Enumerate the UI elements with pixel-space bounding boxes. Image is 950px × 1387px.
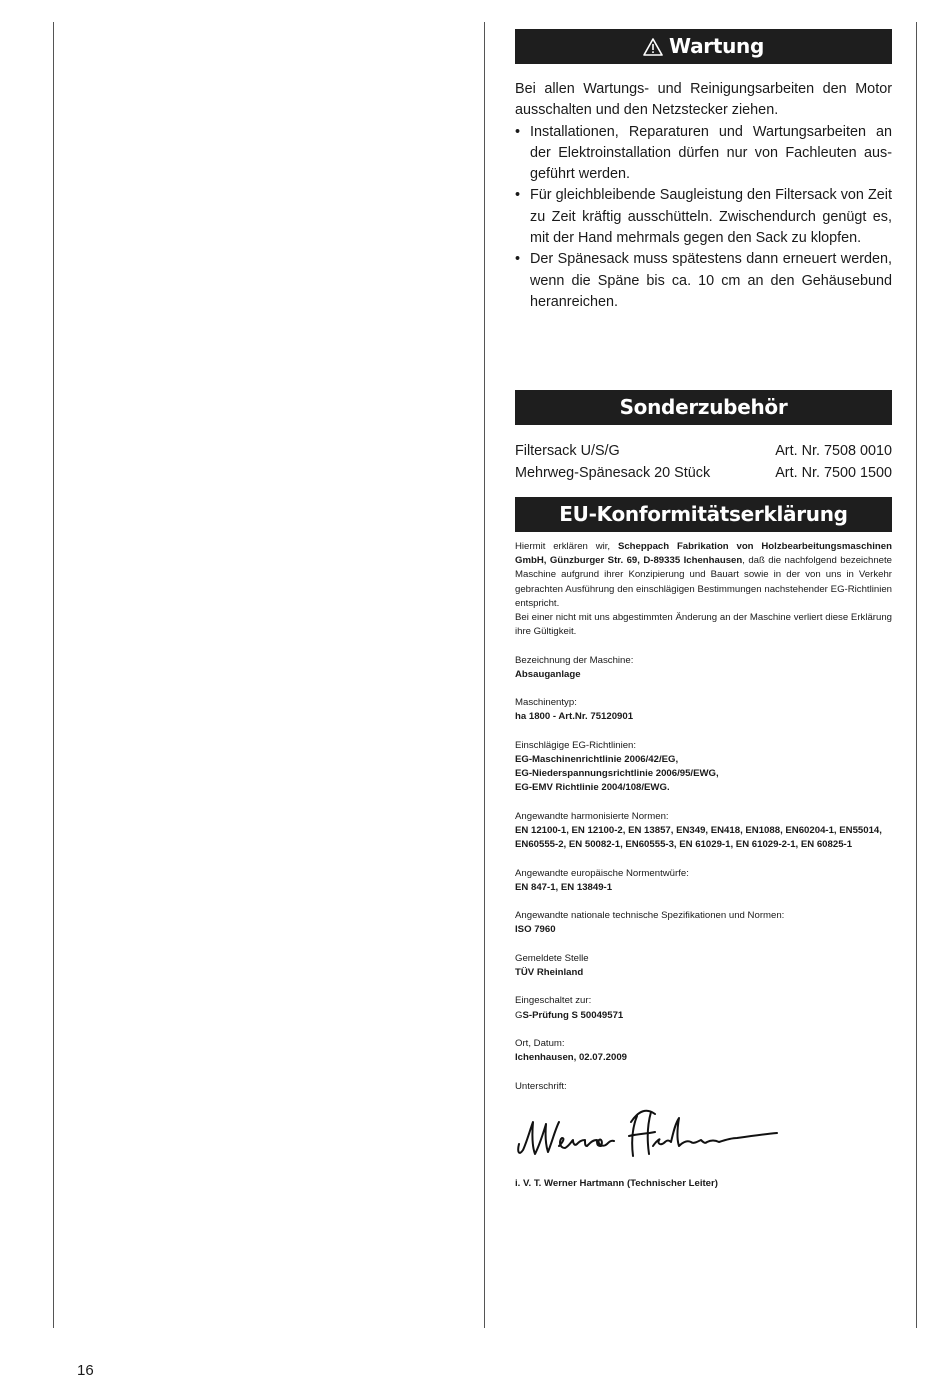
column-divider-line — [484, 22, 485, 1328]
harmonized-standards-label: Angewandte harmonisierte Normen: — [515, 810, 669, 822]
accessory-name: Filtersack U/S/G — [515, 443, 620, 459]
wartung-bullet: • Der Spänesack muss spätestens dann erneuert werden, wenn die Späne bis ca. 10 cm an den Gehäusebund heranreichen. — [515, 249, 892, 313]
eu-declaration-heading: EU-Konformitätserklärung — [515, 497, 892, 532]
national-specs-label: Angewandte nationale technische Spezifikationen und Normen: — [515, 910, 785, 922]
signatory-name: i. V. T. Werner Hartmann (Technischer Leiter) — [515, 1178, 718, 1189]
place-date-label: Ort, Datum: — [515, 1037, 565, 1049]
place-date-value: Ichenhausen, 02.07.2009 — [515, 1052, 627, 1064]
european-drafts-label: Angewandte europäische Normentwürfe: — [515, 867, 689, 879]
national-specs-value: ISO 7960 — [515, 924, 556, 936]
engaged-for-value: GS-Prüfung S 50049571 — [515, 1009, 624, 1021]
wartung-bullet: • Für gleichbleibende Saugleistung den Filtersack von Zeit zu Zeit kräftig ausschütteln. Zwischendurch genügt es, mit der Hand mehrmals gegen den Sack zu klopfen. — [515, 185, 892, 249]
machine-value: Absauganlage — [515, 668, 581, 680]
left-margin-line — [53, 22, 54, 1328]
type-value: ha 1800 - Art.Nr. 75120901 — [515, 711, 634, 723]
harmonized-standards-value: EN 12100-1, EN 12100-2, EN 13857, EN349, EN418, EN1088, EN60204-1, EN55014, EN60555-2, EN 50082-1, EN60555-3, EN 61029-1, EN 61029-2-1, EN 60825-1 — [515, 825, 882, 851]
sonderzubehoer-heading: Sonderzubehör — [515, 390, 892, 425]
signature-label: Unterschrift: — [515, 1080, 567, 1092]
machine-label: Bezeichnung der Maschine: — [515, 654, 634, 666]
accessory-row — [515, 441, 892, 463]
manufacturer-address: Scheppach Fabrikation von Holzbearbeitungsmaschinen GmbH, Günzburger Str. 69, D-89335 Ichenhausen — [515, 541, 892, 567]
wartung-section — [515, 29, 892, 313]
directive-item: EG-Maschinenrichtlinie 2006/42/EG, — [515, 754, 679, 765]
directives-label: Einschlägige EG-Richtlinien: — [515, 739, 637, 751]
wartung-title: Wartung — [669, 34, 764, 58]
eu-declaration-section — [515, 497, 892, 1094]
eu-intro: Hiermit erklären wir, Scheppach Fabrikation von Holzbearbeitungsmaschinen GmbH, Günzburger Str. 69, D-89335 Ichenhausen, daß die nachfolgend bezeichnete Maschine aufgrund ihrer Konzipierung und Bauart sowie in der von uns in Verkehr gebrachten Ausführung den einschlägigen Bestimmungen nachstehender EG-Richtlinien entspricht. — [515, 541, 892, 609]
accessory-name: Mehrweg-Spänesack 20 Stück — [515, 464, 711, 481]
handwritten-signature — [515, 1100, 785, 1175]
engaged-for-label: Eingeschaltet zur: — [515, 995, 592, 1007]
page-number: 16 — [77, 1362, 94, 1379]
accessory-article-number: Art. Nr. 7508 0010 — [775, 443, 892, 459]
accessory-row — [515, 463, 892, 485]
eu-intro-validity: Bei einer nicht mit uns abgestimmten Änderung an der Maschine verliert diese Erklärung ihre Gültigkeit. — [515, 612, 892, 638]
directive-item: EG-Niederspannungsrichtlinie 2006/95/EWG, — [515, 768, 719, 780]
type-label: Maschinentyp: — [515, 697, 577, 709]
sonderzubehoer-section — [515, 390, 892, 484]
directive-item: EG-EMV Richtlinie 2004/108/EWG. — [515, 782, 670, 794]
european-drafts-value: EN 847-1, EN 13849-1 — [515, 881, 613, 893]
wartung-intro: Bei allen Wartungs- und Reinigungsarbeiten den Motor ausschalten und den Netzstecker ziehen. — [515, 81, 892, 119]
warning-triangle-icon — [643, 32, 663, 67]
wartung-bullet: • Installationen, Reparaturen und Wartungsarbeiten an der Elektroinstallation dürfen nur von Fachleuten ausgeführt werden. — [515, 122, 892, 186]
notified-body-label: Gemeldete Stelle — [515, 952, 589, 964]
accessory-article-number: Art. Nr. 7500 1500 — [775, 464, 892, 481]
right-margin-line — [916, 22, 917, 1328]
wartung-heading — [515, 29, 892, 64]
notified-body-value: TÜV Rheinland — [515, 966, 584, 978]
